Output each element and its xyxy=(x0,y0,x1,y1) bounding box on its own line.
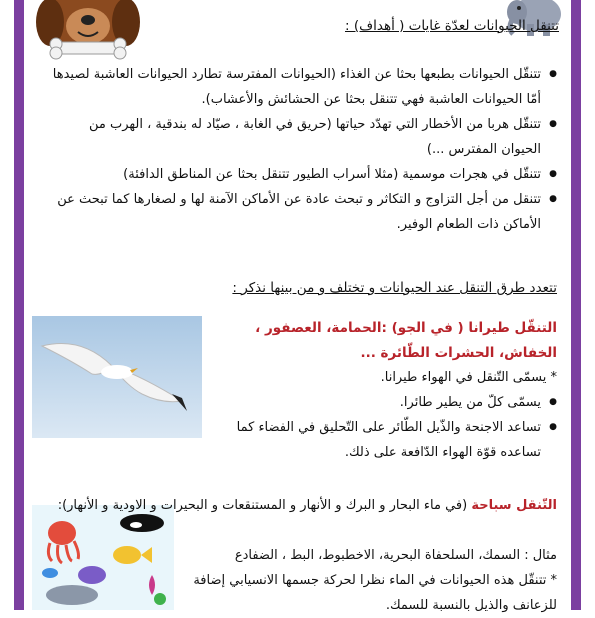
goals-heading: تتنقل الحيوانات لعدّة غايات ( أهداف) : xyxy=(345,18,559,34)
swimming-example: مثال : السمك، السلحفاة البحرية، الاخطبوط، البط ، الضفادع xyxy=(234,548,557,563)
page-border-right xyxy=(571,0,581,610)
goal-item-danger: ● تتنقّل هربا من الأخطار التي تهدّد حياتها (حريق في الغابة ، صيّاد له بندقية ، الهرب من الحيوان المفترس ...) xyxy=(47,112,557,162)
swimming-title-label: التّنقل سباحة xyxy=(471,498,557,513)
swimming-title-description: (في ماء البحار و البرك و الأنهار و المستنقعات و البحيرات و الاودية و الأنهار): xyxy=(57,498,472,513)
flying-list xyxy=(197,390,557,465)
ways-heading: تتعدد طرق التنقل عند الحيوانات و تختلف و من بينها نذكر : xyxy=(232,280,557,296)
goal-item-mating: ● تتنقل من أجل التزاوج و التكاثر و تبحث عادة عن الأماكن الآمنة لها و لصغارها كما تبحث عن الأماكن ذات الطعام الوفير. xyxy=(47,187,557,237)
swimming-definition: * تتنقّل هذه الحيوانات في الماء نظرا لحركة جسمها الانسيابي إضافة للزعانف والذيل بالنسبة للسمك. xyxy=(193,573,557,613)
flying-title: التنقّل طيرانا ( في الجو) :الحمامة، العصفور ، الخفاش، الحشرات الطّائرة ... xyxy=(255,320,557,361)
goal-item-migration: ● تتنقّل في هجرات موسمية (مثلا أسراب الطيور تتنقل بحثا عن المناطق الدافئة) xyxy=(47,162,557,187)
flying-definition: * يسمّى التّنقل في الهواء طيرانا. xyxy=(380,370,557,385)
seagull-photo xyxy=(32,316,202,438)
flying-item-wings: ● تساعد الاجنحة والذّيل الطّائر على التّحليق في الفضاء كما تساعده قوّة الهواء الدّافعة على ذلك. xyxy=(197,415,557,465)
goal-item-food: ● تتنقّل الحيوانات بطبعها بحثا عن الغذاء (الحيوانات المفترسة تطارد الحيوانات العاشبة لصيدها أمّا الحيوانات العاشبة فهي تتنقل بحثا عن الحشائش والأعشاب). xyxy=(47,62,557,112)
swimming-title xyxy=(47,493,557,518)
flying-item-bird: ● يسمّى كلّ من يطير طائرا. xyxy=(197,390,557,415)
goals-list xyxy=(47,62,557,237)
sea-animals-image xyxy=(32,505,174,610)
page-border-left xyxy=(14,0,24,610)
